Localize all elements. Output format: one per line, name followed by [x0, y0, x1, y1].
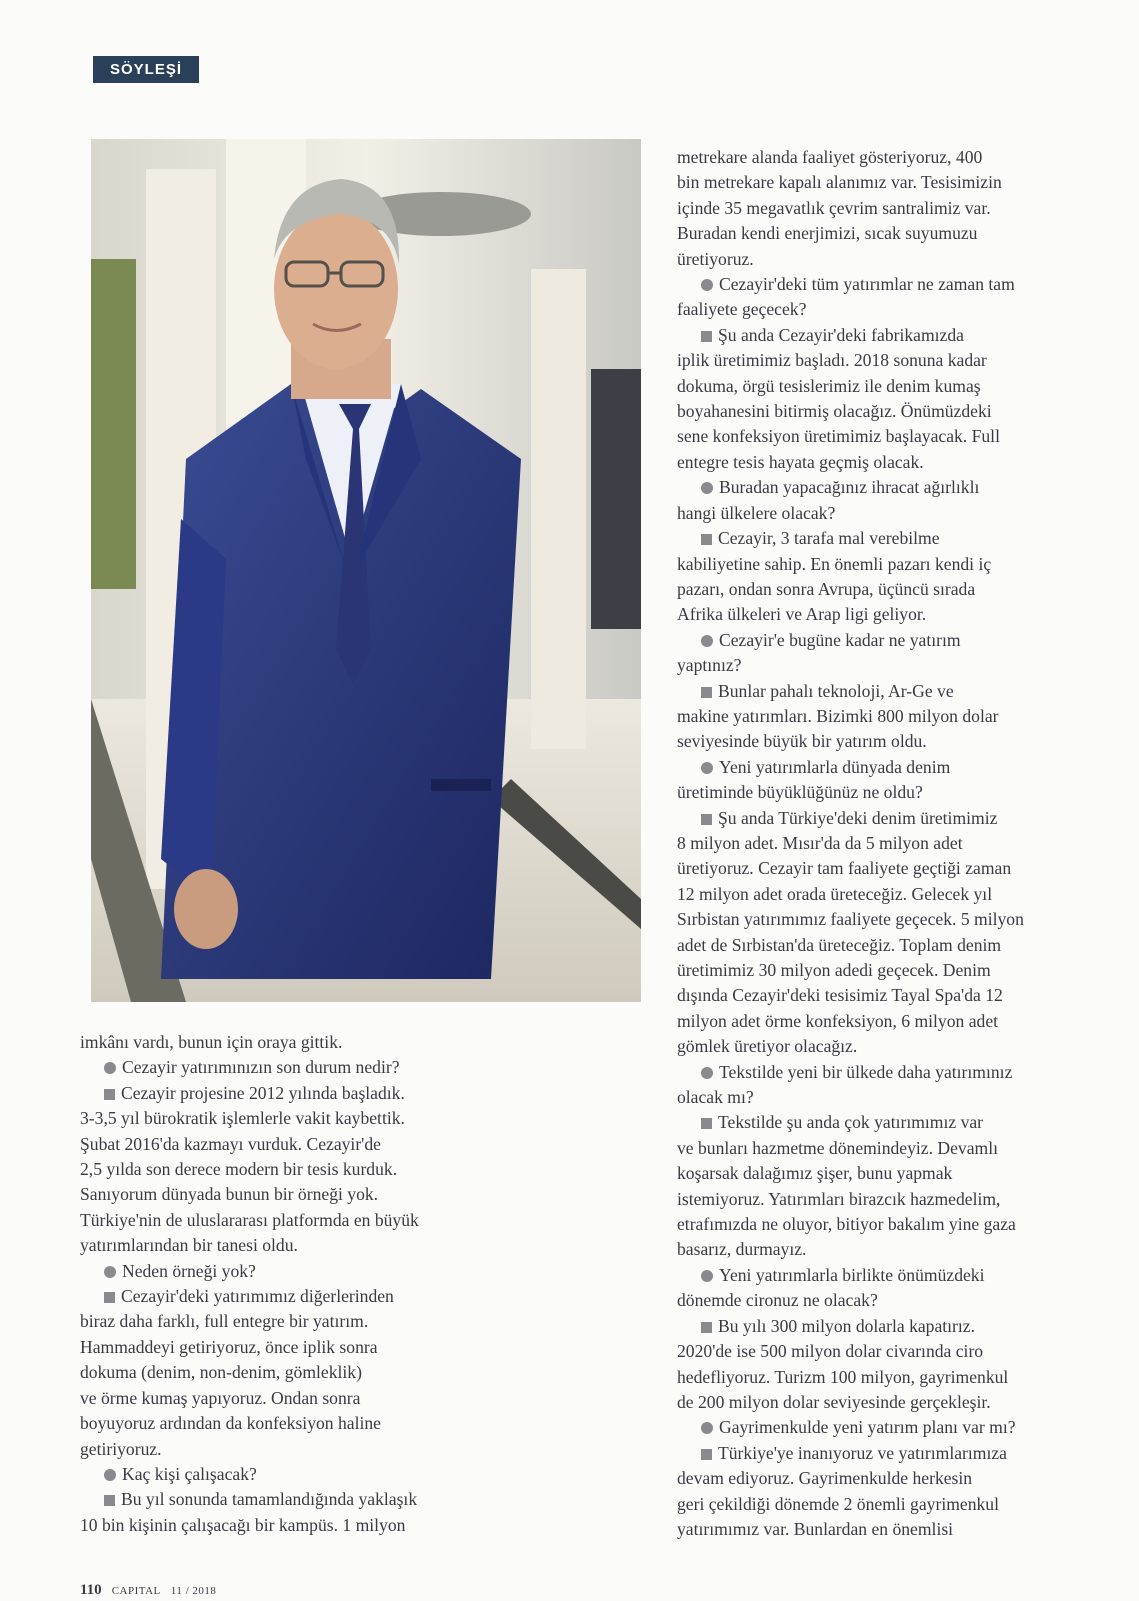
article-line: ve bunları hazmetme dönemindeyiz. Devamlı — [677, 1137, 998, 1158]
interview-answer-start: Bu yılı 300 milyon dolarla kapatırız. — [677, 1314, 1105, 1339]
interview-answer-start: Cezayir projesine 2012 yılında başladık. — [80, 1081, 500, 1106]
article-line: yatırımımız var. Bunlardan en önemlisi — [677, 1518, 954, 1539]
article-line: 3-3,5 yıl bürokratik işlemlerle vakit kaybettik. — [80, 1108, 405, 1129]
article-line: 2,5 yılda son derece modern bir tesis kurduk. — [80, 1159, 398, 1180]
article-column-right — [677, 145, 1105, 1542]
article-line: dönemde cironuz ne olacak? — [677, 1290, 878, 1311]
article-line: Hammaddeyi getiriyoruz, önce iplik sonra — [80, 1336, 378, 1357]
interview-answer-start: Cezayir, 3 tarafa mal verebilme — [677, 526, 1105, 551]
interview-answer-start: Cezayir'deki yatırımımız diğerlerinden — [80, 1284, 500, 1309]
article-line: iplik üretimimiz başladı. 2018 sonuna kadar — [677, 350, 987, 371]
interview-answer-start: Bunlar pahalı teknoloji, Ar-Ge ve — [677, 679, 1105, 704]
interview-answer-start: Tekstilde şu anda çok yatırımımız var — [677, 1110, 1105, 1135]
article-line: sene konfeksiyon üretimimiz başlayacak. Full — [677, 426, 1000, 447]
article-line: 10 bin kişinin çalışacağı bir kampüs. 1 milyon — [80, 1514, 406, 1535]
article-line: 8 milyon adet. Mısır'da da 5 milyon adet — [677, 832, 963, 853]
article-line: makine yatırımları. Bizimki 800 milyon dolar — [677, 705, 999, 726]
article-line: dokuma, örgü tesislerimiz ile denim kumaş — [677, 375, 981, 396]
interview-answer-start: Bu yıl sonunda tamamlandığında yaklaşık — [80, 1487, 500, 1512]
interview-question: Cezayir'deki tüm yatırımlar ne zaman tam — [677, 272, 1105, 297]
section-tag: SÖYLEŞİ — [93, 56, 199, 83]
article-line: ve örme kumaş yapıyoruz. Ondan sonra — [80, 1387, 361, 1408]
article-line: üretiminde büyüklüğünüz ne oldu? — [677, 782, 923, 803]
article-line: Afrika ülkeleri ve Arap ligi geliyor. — [677, 604, 927, 625]
interview-question: Kaç kişi çalışacak? — [80, 1462, 500, 1487]
article-line: faaliyete geçecek? — [677, 299, 807, 320]
interview-question: Yeni yatırımlarla dünyada denim — [677, 755, 1105, 780]
article-line: basarız, durmayız. — [677, 1239, 807, 1260]
article-line: Buradan kendi enerjimizi, sıcak suyumuzu — [677, 223, 978, 244]
article-line: boyuyoruz ardından da konfeksiyon haline — [80, 1413, 381, 1434]
article-line: etrafımızda ne oluyor, bitiyor bakalım yine gaza — [677, 1214, 1016, 1235]
article-line: olacak mı? — [677, 1087, 754, 1108]
interview-answer-start: Şu anda Türkiye'deki denim üretimimiz — [677, 806, 1105, 831]
article-line: adet de Sırbistan'da üreteceğiz. Toplam denim — [677, 934, 1002, 955]
article-line: seviyesinde büyük bir yatırım oldu. — [677, 731, 927, 752]
article-line: kabiliyetine sahip. En önemli pazarı kendi iç — [677, 553, 992, 574]
article-line: milyon adet örme konfeksiyon, 6 milyon adet — [677, 1010, 999, 1031]
article-line: bin metrekare kapalı alanımız var. Tesisimizin — [677, 172, 1002, 193]
interview-question: Neden örneği yok? — [80, 1259, 500, 1284]
portrait-photo — [91, 139, 641, 1002]
article-line: hedefliyoruz. Turizm 100 milyon, gayrimenkul — [677, 1366, 1009, 1387]
article-line: getiriyoruz. — [80, 1438, 162, 1459]
article-line: imkânı vardı, bunun için oraya gittik. — [80, 1032, 343, 1052]
page-number: 110 — [80, 1582, 102, 1598]
article-line: gömlek üretiyor olacağız. — [677, 1036, 858, 1057]
article-line: koşarsak dalağımız şişer, bunu yapmak — [677, 1163, 953, 1184]
article-line: yatırımlarından bir tanesi oldu. — [80, 1235, 298, 1256]
article-line: Şubat 2016'da kazmayı vurduk. Cezayir'de — [80, 1133, 381, 1154]
issue-date: 11 / 2018 — [170, 1585, 217, 1597]
article-line: boyahanesini bitirmiş olacağız. Önümüzdeki — [677, 401, 992, 422]
article-line: 12 milyon adet orada üreteceğiz. Gelecek yıl — [677, 883, 993, 904]
interview-question: Cezayir'e bugüne kadar ne yatırım — [677, 628, 1105, 653]
interview-question: Buradan yapacağınız ihracat ağırlıklı — [677, 475, 1105, 500]
article-line: dokuma (denim, non-denim, gömleklik) — [80, 1362, 362, 1383]
interview-question: Cezayir yatırımınızın son durum nedir? — [80, 1055, 500, 1080]
article-line: metrekare alanda faaliyet gösteriyoruz, 400 — [677, 147, 983, 167]
article-line: istemiyoruz. Yatırımları birazcık hazmedelim, — [677, 1188, 1001, 1209]
article-line: üretiyoruz. — [677, 248, 754, 269]
article-line: Türkiye'nin de uluslararası platformda en büyük — [80, 1209, 419, 1230]
interview-answer-start: Şu anda Cezayir'deki fabrikamızda — [677, 323, 1105, 348]
interview-question: Gayrimenkulde yeni yatırım planı var mı? — [677, 1415, 1105, 1440]
article-line: 2020'de ise 500 milyon dolar civarında ciro — [677, 1341, 984, 1362]
portrait-illustration — [91, 139, 641, 1002]
article-line: yaptınız? — [677, 655, 742, 676]
publication-name: CAPITAL — [111, 1585, 161, 1597]
article-line: hangi ülkelere olacak? — [677, 502, 836, 523]
article-line: biraz daha farklı, full entegre bir yatırım. — [80, 1311, 369, 1332]
article-line: Sırbistan yatırımımız faaliyete geçecek. 5 milyon — [677, 909, 1024, 930]
page-footer — [80, 1582, 216, 1599]
article-line: geri çekildiği dönemde 2 önemli gayrimenkul — [677, 1493, 999, 1514]
article-column-left — [80, 1030, 500, 1538]
article-line: üretimimiz 30 milyon adedi geçecek. Denim — [677, 960, 991, 980]
article-line: pazarı, ondan sonra Avrupa, üçüncü sırada — [677, 578, 976, 599]
article-line: içinde 35 megavatlık çevrim santralimiz var. — [677, 197, 991, 218]
interview-question: Tekstilde yeni bir ülkede daha yatırımınız — [677, 1060, 1105, 1085]
article-line: entegre tesis hayata geçmiş olacak. — [677, 451, 924, 472]
article-line: üretiyoruz. Cezayir tam faaliyete geçtiği zaman — [677, 858, 1012, 879]
article-line: de 200 milyon dolar seviyesinde gerçekleşir. — [677, 1391, 991, 1412]
article-line: dışında Cezayir'deki tesisimiz Tayal Spa'da 12 — [677, 985, 1003, 1006]
article-line: devam ediyoruz. Gayrimenkulde herkesin — [677, 1468, 973, 1489]
article-line: Sanıyorum dünyada bunun bir örneği yok. — [80, 1184, 379, 1205]
interview-answer-start: Türkiye'ye inanıyoruz ve yatırımlarımıza — [677, 1441, 1105, 1466]
interview-question: Yeni yatırımlarla birlikte önümüzdeki — [677, 1263, 1105, 1288]
